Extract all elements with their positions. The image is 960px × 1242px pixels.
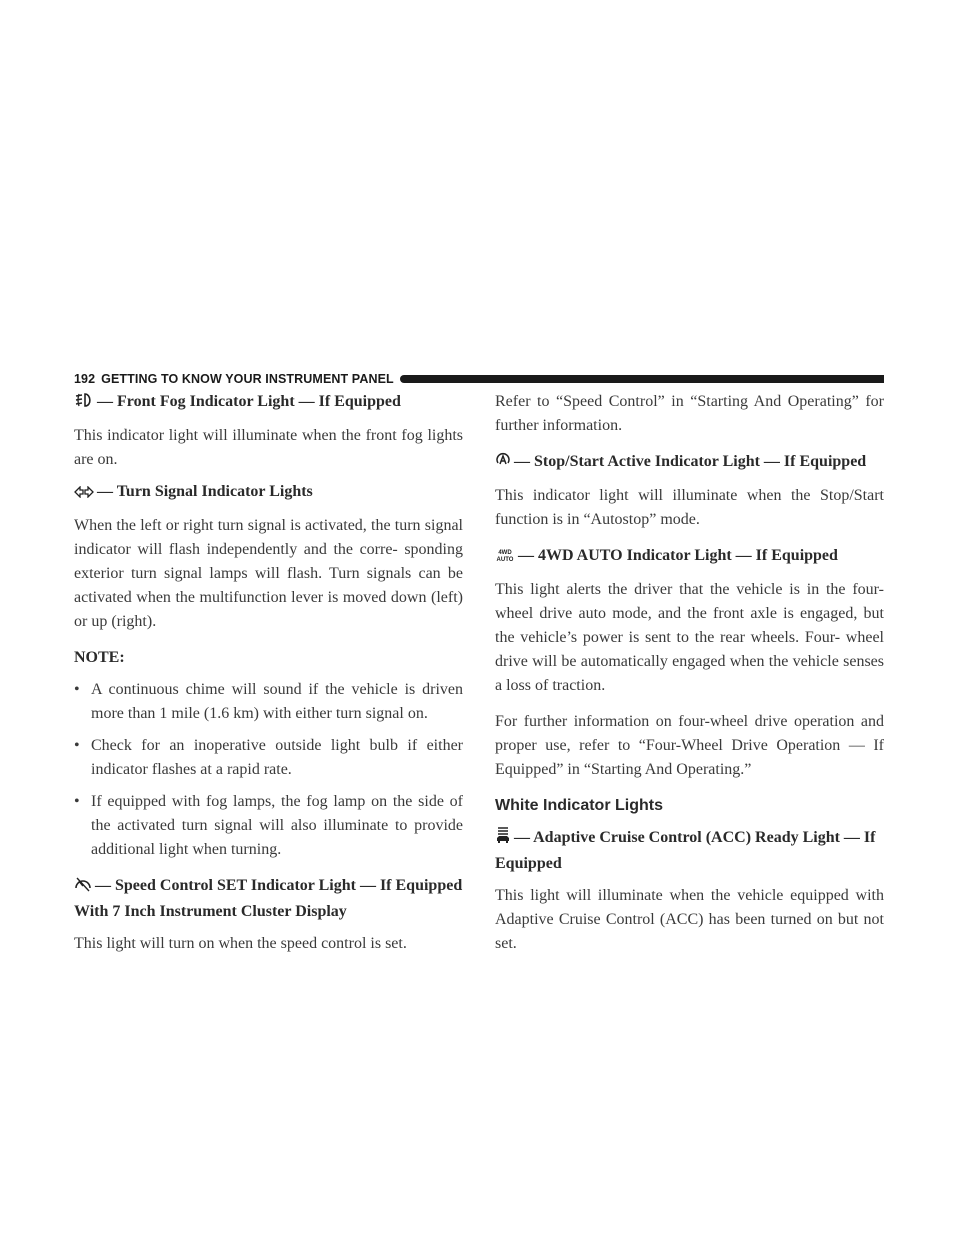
speed-control-reference: Refer to “Speed Control” in “Starting And Operating” for further information. [495, 393, 884, 434]
4wd-auto-body: This light alerts the driver that the vehicle is in the four-wheel drive auto mode, and the front axle is engaged, but the vehicle’s power is sent to the rear wheels. Four- wheel drive will be automatically engaged when the vehicle senses a loss of traction. [495, 581, 884, 694]
4wd-auto-heading: 4WD AUTO — 4WD AUTO Indicator Light — If Equipped [495, 544, 884, 570]
fog-heading: — Front Fog Indicator Light — If Equipped [74, 390, 463, 416]
speedometer-icon [74, 876, 92, 900]
white-indicator-lights-title: White Indicator Lights [495, 797, 663, 814]
turn-signal-body: When the left or right turn signal is activated, the turn signal indicator will flash independently and the corre- sponding exterior turn signal lamps will flash. Turn signals can be activated when the multifunction lever is moved down (left) or up (right). [74, 517, 463, 630]
adaptive-cruise-car-icon [495, 826, 511, 852]
svg-text:4WD: 4WD [498, 550, 512, 556]
section-title: GETTING TO KNOW YOUR INSTRUMENT PANEL [101, 372, 394, 386]
turn-signal-arrows-icon [74, 482, 94, 506]
left-column [74, 390, 463, 956]
right-column [495, 390, 884, 956]
page-number: 192 [74, 372, 96, 386]
page-header [74, 371, 884, 387]
list-item: • A continuous chime will sound if the vehicle is driven more than 1 mile (1.6 km) with either turn signal on. [74, 681, 463, 722]
stop-start-heading: — Stop/Start Active Indicator Light — If Equipped [495, 450, 884, 476]
4wd-auto-icon [495, 546, 515, 570]
4wd-auto-reference: For further information on four-wheel drive operation and proper use, refer to “Four-Wheel Drive Operation — If Equipped” in “Starting And Operating.” [495, 713, 884, 778]
stop-start-body: This indicator light will illuminate when the Stop/Start function is in “Autostop” mode. [495, 487, 884, 528]
note-label: NOTE: [74, 649, 125, 666]
list-item: • If equipped with fog lamps, the fog lamp on the side of the activated turn signal will also illuminate to provide additional light when turning. [74, 793, 463, 858]
list-item: • Check for an inoperative outside light bulb if either indicator flashes at a rapid rate. [74, 737, 463, 778]
note-list [74, 678, 463, 862]
speed-control-body: This light will turn on when the speed control is set. [74, 935, 407, 952]
acc-body: This light will illuminate when the vehicle equipped with Adaptive Cruise Control (ACC) has been turned on but not set. [495, 887, 884, 952]
front-fog-light-icon [74, 392, 94, 416]
header-rule [400, 375, 884, 383]
svg-text:AUTO: AUTO [496, 557, 514, 562]
fog-body: This indicator light will illuminate when the front fog lights are on. [74, 427, 463, 468]
acc-heading: — Adaptive Cruise Control (ACC) Ready Light — If Equipped [495, 826, 884, 876]
speed-control-heading: — Speed Control SET Indicator Light — If Equipped With 7 Inch Instrument Cluster Display [74, 877, 463, 920]
turn-signal-heading: — Turn Signal Indicator Lights [74, 480, 463, 506]
stop-start-a-icon [495, 452, 511, 476]
